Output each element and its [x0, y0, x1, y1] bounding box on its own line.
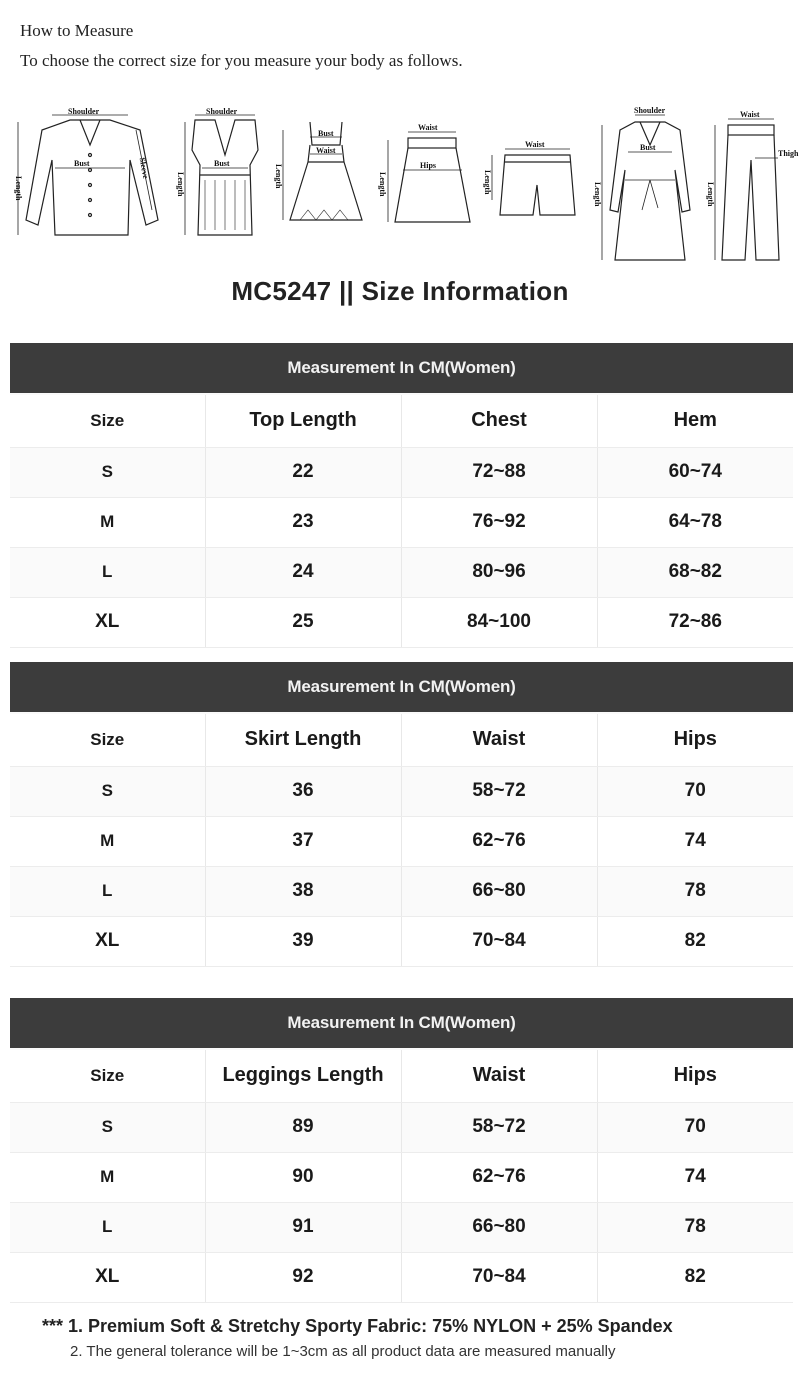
cell-size: M: [10, 816, 205, 866]
cell-value: 70~84: [401, 916, 597, 966]
label-length-2: Length: [176, 172, 185, 197]
cell-size: L: [10, 1202, 205, 1252]
cell-size: L: [10, 866, 205, 916]
label-bust-1: Bust: [74, 159, 90, 168]
cell-value: 72~86: [597, 597, 793, 647]
label-shoulder-6: Shoulder: [634, 106, 666, 115]
intro-heading: How to Measure: [20, 21, 134, 40]
table-row: [10, 497, 793, 547]
cell-value: 23: [205, 497, 401, 547]
cell-value: 91: [205, 1202, 401, 1252]
cell-value: 90: [205, 1152, 401, 1202]
leggings-size-table: [10, 998, 793, 1303]
cell-size: S: [10, 1102, 205, 1152]
cell-size: M: [10, 497, 205, 547]
table-row: [10, 447, 793, 497]
label-length-4: Length: [378, 172, 387, 197]
table-row: [10, 916, 793, 966]
cell-size: XL: [10, 1252, 205, 1302]
tank-top-diagram: [185, 115, 258, 235]
table-header: Measurement In CM(Women): [10, 343, 793, 393]
col-chest: Chest: [401, 395, 597, 447]
cell-size: XL: [10, 916, 205, 966]
tolerance-note: 2. The general tolerance will be 1~3cm as all product data are measured manually: [70, 1343, 616, 1360]
intro-subheading: To choose the correct size for you measure your body as follows.: [20, 51, 463, 70]
cell-value: 62~76: [401, 1152, 597, 1202]
table-row: [10, 1102, 793, 1152]
table-row: [10, 866, 793, 916]
cell-value: 74: [597, 816, 793, 866]
col-hips: Hips: [597, 1050, 793, 1102]
cell-value: 64~78: [597, 497, 793, 547]
label-length-5: Length: [483, 170, 492, 195]
cell-value: 70: [597, 1102, 793, 1152]
cell-size: S: [10, 447, 205, 497]
cell-value: 74: [597, 1152, 793, 1202]
cell-value: 89: [205, 1102, 401, 1152]
pants-diagram: [715, 119, 779, 260]
cell-value: 39: [205, 916, 401, 966]
cell-value: 24: [205, 547, 401, 597]
column-headers: [10, 1050, 793, 1102]
cell-value: 25: [205, 597, 401, 647]
label-length-3: Length: [274, 164, 283, 189]
cell-size: L: [10, 547, 205, 597]
cell-value: 37: [205, 816, 401, 866]
coat-diagram: [602, 115, 690, 260]
cell-value: 84~100: [401, 597, 597, 647]
table-row: [10, 1152, 793, 1202]
cell-value: 38: [205, 866, 401, 916]
table-header: Measurement In CM(Women): [10, 998, 793, 1048]
col-waist: Waist: [401, 1050, 597, 1102]
col-leggings-length: Leggings Length: [205, 1050, 401, 1102]
column-headers: [10, 395, 793, 447]
label-waist-5: Waist: [525, 140, 545, 149]
shorts-diagram: [492, 149, 575, 215]
label-bust-3: Bust: [318, 129, 334, 138]
cell-value: 70: [597, 766, 793, 816]
cell-value: 66~80: [401, 866, 597, 916]
label-length-7: Length: [706, 182, 715, 207]
label-shoulder-1: Shoulder: [68, 107, 100, 116]
table-row: [10, 766, 793, 816]
size-info-title: MC5247 || Size Information: [231, 276, 569, 306]
col-size: Size: [10, 1050, 205, 1102]
col-hem: Hem: [597, 395, 793, 447]
label-length-1: Length: [14, 176, 23, 201]
table-row: [10, 1252, 793, 1302]
skirt-size-table: [10, 662, 793, 967]
col-size: Size: [10, 395, 205, 447]
cell-value: 22: [205, 447, 401, 497]
table-row: [10, 816, 793, 866]
skirt-diagram: [388, 132, 470, 222]
top-size-table: [10, 343, 793, 648]
cell-value: 78: [597, 1202, 793, 1252]
table-row: [10, 1202, 793, 1252]
col-size: Size: [10, 714, 205, 766]
label-bust-6: Bust: [640, 143, 656, 152]
col-top-length: Top Length: [205, 395, 401, 447]
garment-illustrations: [10, 100, 800, 270]
cell-value: 72~88: [401, 447, 597, 497]
cell-value: 78: [597, 866, 793, 916]
label-waist-4: Waist: [418, 123, 438, 132]
cell-value: 62~76: [401, 816, 597, 866]
blouse-diagram: [18, 115, 158, 235]
cell-value: 76~92: [401, 497, 597, 547]
measurement-diagrams: [10, 100, 800, 270]
cell-value: 66~80: [401, 1202, 597, 1252]
col-waist: Waist: [401, 714, 597, 766]
col-hips: Hips: [597, 714, 793, 766]
cell-value: 92: [205, 1252, 401, 1302]
fabric-note: *** 1. Premium Soft & Stretchy Sporty Fabric: 75% NYLON + 25% Spandex: [42, 1316, 673, 1336]
cell-value: 80~96: [401, 547, 597, 597]
label-hips-4: Hips: [420, 161, 437, 170]
label-thigh: Thigh: [778, 149, 799, 158]
cell-size: M: [10, 1152, 205, 1202]
label-waist-7: Waist: [740, 110, 760, 119]
cell-value: 58~72: [401, 766, 597, 816]
label-shoulder-2: Shoulder: [206, 107, 238, 116]
cell-value: 82: [597, 1252, 793, 1302]
cell-size: XL: [10, 597, 205, 647]
cell-value: 70~84: [401, 1252, 597, 1302]
table-header: Measurement In CM(Women): [10, 662, 793, 712]
table-row: [10, 547, 793, 597]
table-row: [10, 597, 793, 647]
cell-value: 36: [205, 766, 401, 816]
label-waist-3: Waist: [316, 146, 336, 155]
column-headers: [10, 714, 793, 766]
cell-value: 82: [597, 916, 793, 966]
cell-value: 68~82: [597, 547, 793, 597]
cell-value: 58~72: [401, 1102, 597, 1152]
notes: [42, 1316, 673, 1360]
label-length-6: Length: [593, 182, 602, 207]
label-bust-2: Bust: [214, 159, 230, 168]
col-skirt-length: Skirt Length: [205, 714, 401, 766]
intro: [20, 18, 463, 74]
label-sleeve: Sleeve: [137, 156, 151, 180]
cell-size: S: [10, 766, 205, 816]
cell-value: 60~74: [597, 447, 793, 497]
